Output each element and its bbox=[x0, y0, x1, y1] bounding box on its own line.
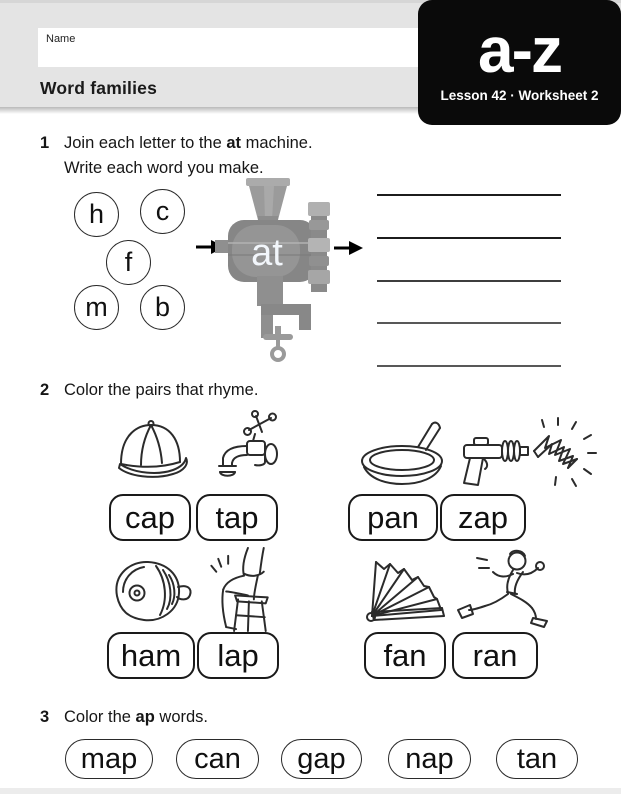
letter-circle-h[interactable]: h bbox=[74, 192, 119, 237]
word-pill-tan[interactable]: tan bbox=[496, 739, 578, 779]
write-line[interactable] bbox=[377, 237, 561, 239]
letter-circle-c[interactable]: c bbox=[140, 189, 185, 234]
exercise2-heading bbox=[40, 378, 258, 403]
folding-fan-icon bbox=[358, 554, 453, 628]
name-field[interactable] bbox=[38, 28, 418, 67]
word-pill-can[interactable]: can bbox=[176, 739, 259, 779]
word-pill-nap[interactable]: nap bbox=[388, 739, 471, 779]
write-line[interactable] bbox=[377, 322, 561, 324]
at-machine[interactable] bbox=[215, 176, 350, 368]
word-card-pan[interactable]: pan bbox=[348, 494, 438, 541]
letter-circle-m[interactable]: m bbox=[74, 285, 119, 330]
running-boy-icon bbox=[453, 548, 551, 630]
word-card-ham[interactable]: ham bbox=[107, 632, 195, 679]
write-line[interactable] bbox=[377, 365, 561, 367]
az-logo-badge bbox=[418, 0, 621, 125]
exercise3-heading bbox=[40, 705, 208, 730]
exercise1-heading bbox=[40, 131, 460, 181]
letter-circle-f[interactable]: f bbox=[106, 240, 151, 285]
name-field-label: Name bbox=[46, 33, 76, 45]
baseball-cap-icon bbox=[111, 416, 195, 490]
exercise2-instruction: Color the pairs that rhyme. bbox=[64, 381, 259, 399]
exercise1-number: 1 bbox=[40, 134, 50, 152]
word-pill-map[interactable]: map bbox=[65, 739, 153, 779]
exercise2-number: 2 bbox=[40, 381, 50, 399]
letter-circle-b[interactable]: b bbox=[140, 285, 185, 330]
lesson-worksheet-label: Lesson 42 · Worksheet 2 bbox=[440, 88, 599, 103]
exercise1-instruction: Join each letter to the at machine. bbox=[64, 134, 313, 152]
ray-gun-icon bbox=[458, 415, 598, 497]
word-card-lap[interactable]: lap bbox=[197, 632, 279, 679]
az-logo-text: a-z bbox=[478, 14, 561, 86]
page-title: Word families bbox=[40, 78, 158, 98]
exercise3-number: 3 bbox=[40, 708, 50, 726]
frying-pan-icon bbox=[358, 417, 462, 491]
word-card-cap[interactable]: cap bbox=[109, 494, 191, 541]
write-line[interactable] bbox=[377, 280, 561, 282]
ham-icon bbox=[104, 554, 196, 629]
word-card-tap[interactable]: tap bbox=[196, 494, 278, 541]
word-card-ran[interactable]: ran bbox=[452, 632, 538, 679]
page-bottom-edge bbox=[0, 788, 621, 794]
word-card-fan[interactable]: fan bbox=[364, 632, 446, 679]
word-card-zap[interactable]: zap bbox=[440, 494, 526, 541]
exercise1-instruction-line2: Write each word you make. bbox=[64, 159, 264, 177]
exercise3-instruction: Color the ap words. bbox=[64, 708, 208, 726]
write-line[interactable] bbox=[377, 194, 561, 196]
at-machine-label: at bbox=[251, 232, 283, 274]
water-tap-icon bbox=[199, 410, 281, 490]
word-pill-gap[interactable]: gap bbox=[281, 739, 362, 779]
sitting-lap-icon bbox=[202, 546, 282, 633]
